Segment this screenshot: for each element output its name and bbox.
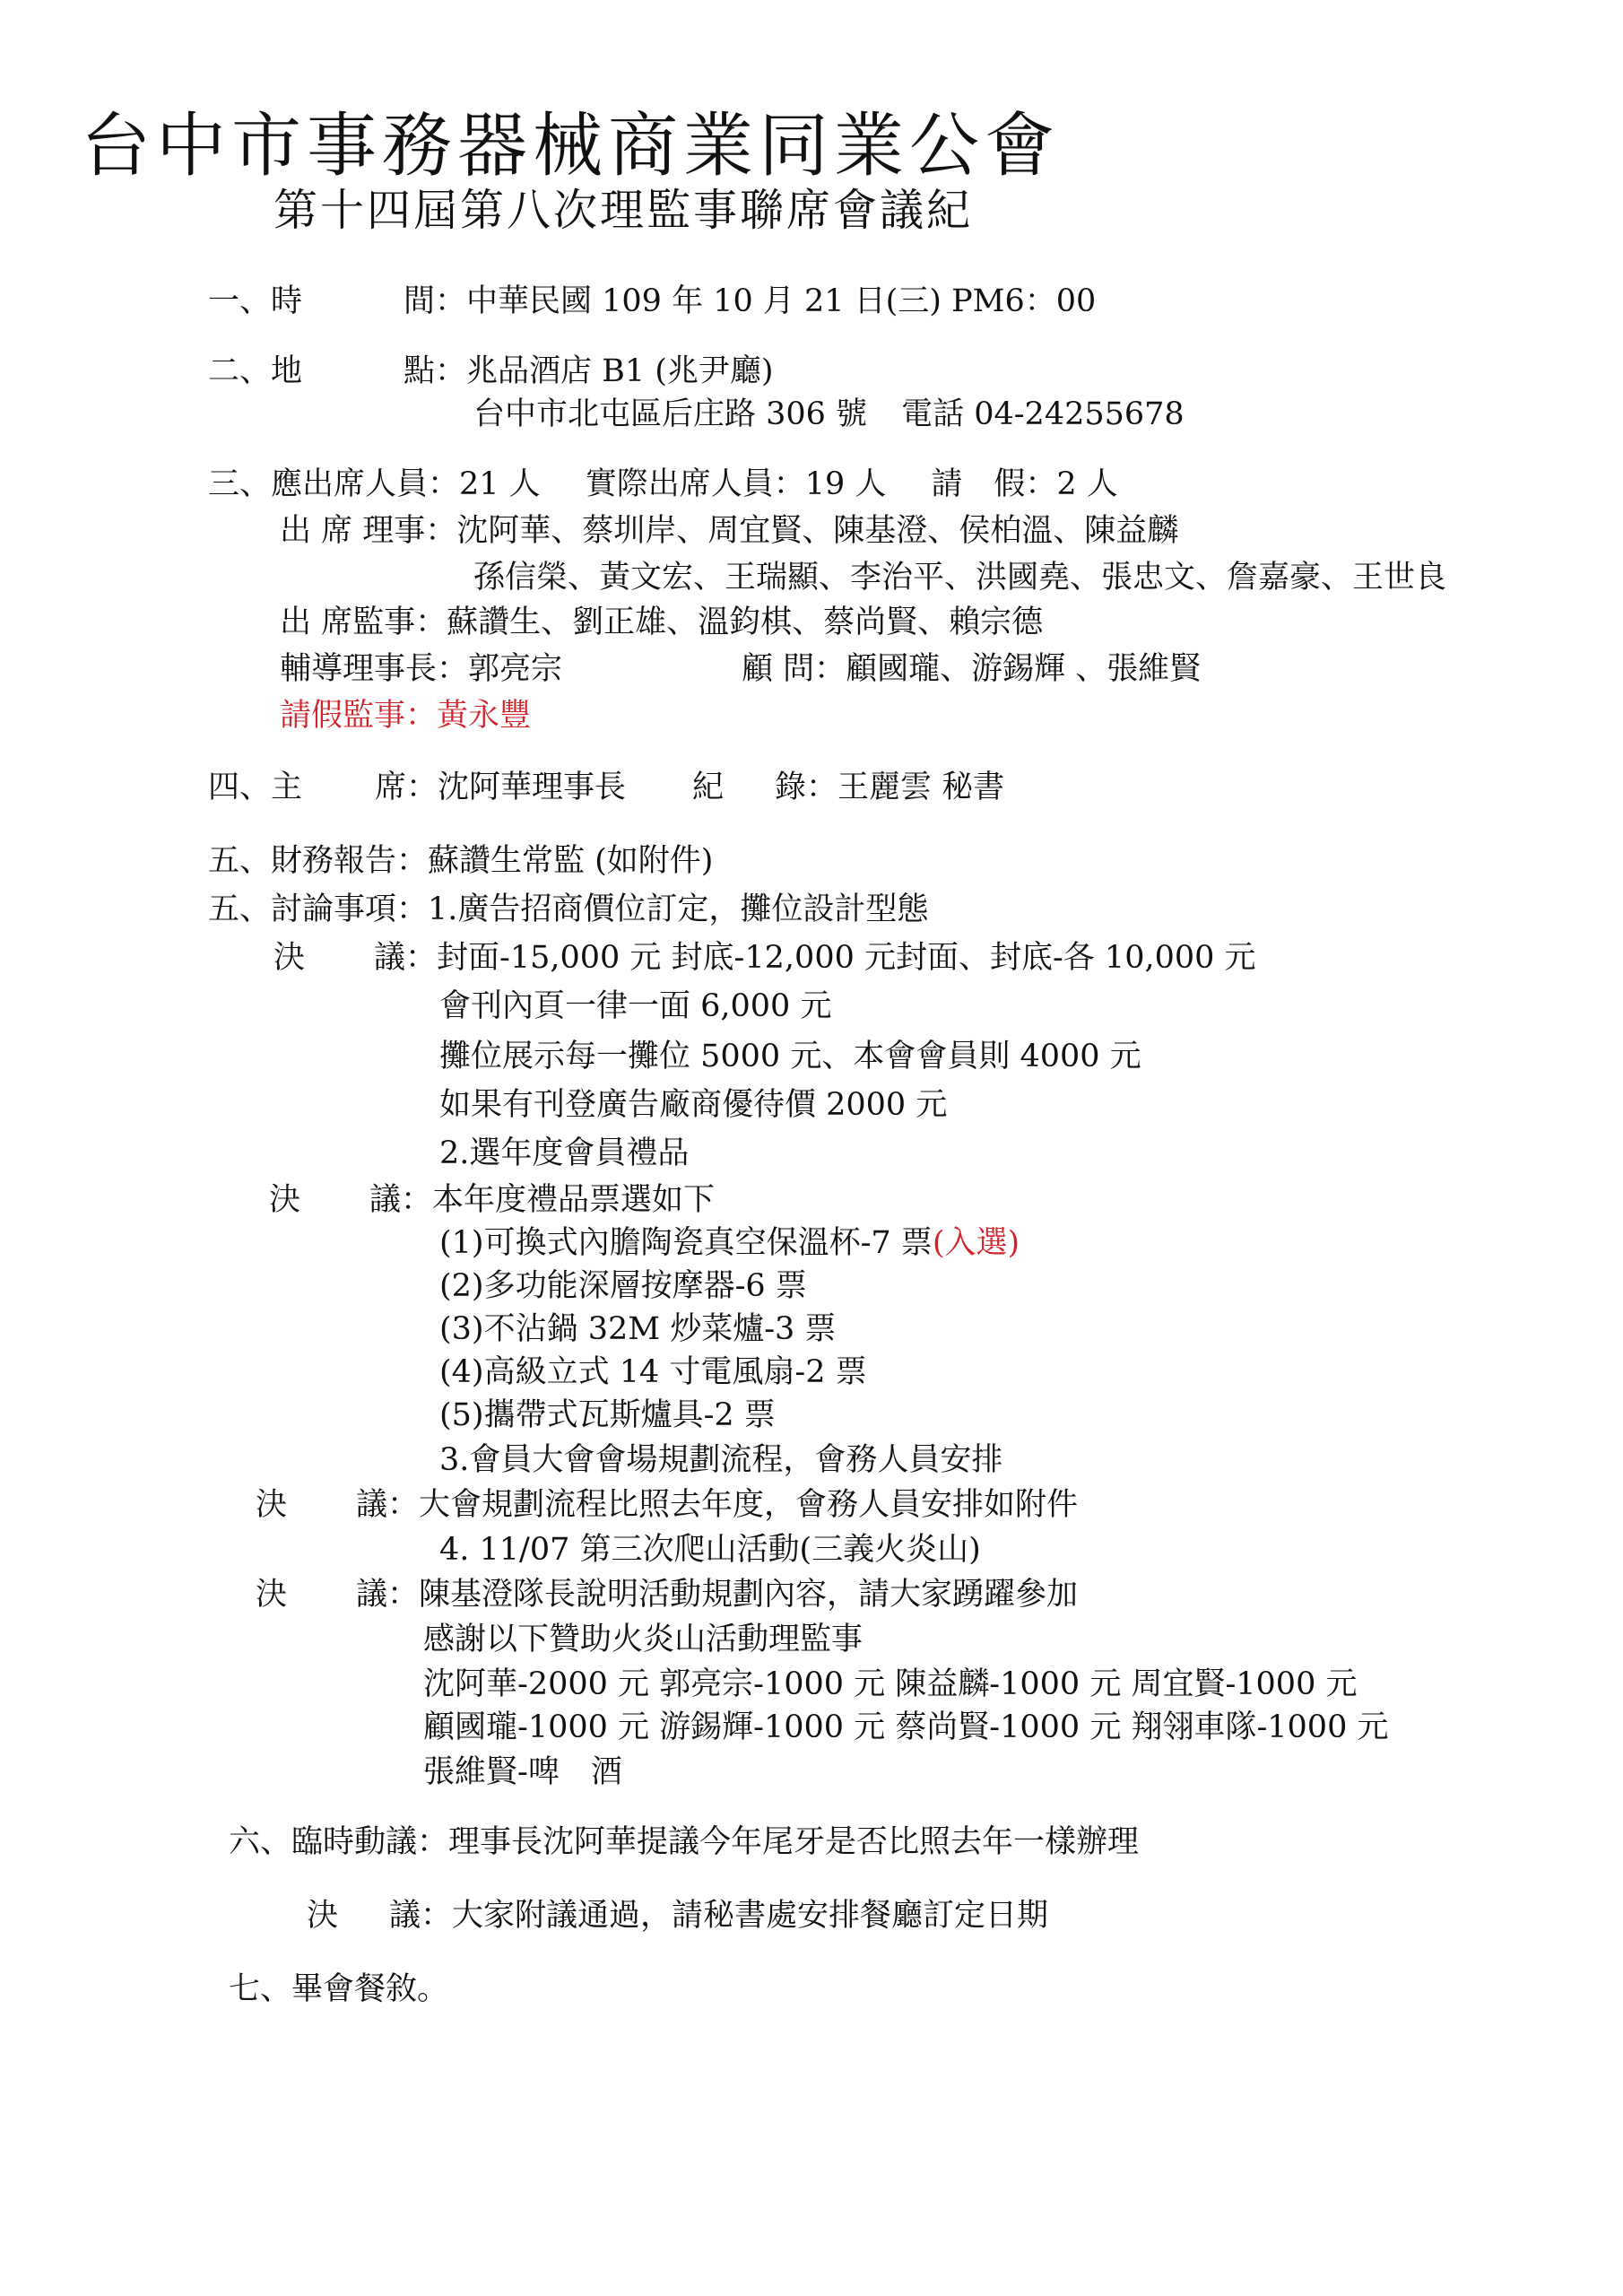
discussion-item2: 2.選年度會員禮品 xyxy=(439,1135,690,1171)
time-value: 中華民國 109 年 10 月 21 日(三) PM6：00 xyxy=(466,283,1097,319)
gift-item-4: (4)高級立式 14 寸電風扇-2 票 xyxy=(439,1354,867,1390)
resolution2-row xyxy=(269,1180,715,1220)
resolution1-label-b: 議： xyxy=(374,940,438,976)
discussion-item4: 4. 11/07 第三次爬山活動(三義火炎山) xyxy=(439,1532,981,1568)
sponsor-line-2: 顧國瓏-1000 元 游錫輝-1000 元 蔡尚賢-1000 元 翔翎車隊-1000 元 xyxy=(423,1709,1389,1745)
attendance-leave: 2 人 xyxy=(1056,466,1118,502)
attendance-row xyxy=(208,465,1118,504)
resolution3-label-a: 決 xyxy=(256,1487,288,1523)
directors-row xyxy=(280,511,1178,551)
resolution3-text: 大會規劃流程比照去年度，會務人員安排如附件 xyxy=(419,1487,1079,1523)
gift-item-5: (5)攜帶式瓦斯爐具-2 票 xyxy=(439,1397,776,1433)
place-row xyxy=(208,352,774,391)
sponsor-line-3: 張維賢-啤 酒 xyxy=(423,1754,622,1790)
time-label-a: 一、時 xyxy=(208,283,303,319)
advisor-label: 顧 問： xyxy=(742,651,846,687)
attendance-actual: 19 人 xyxy=(804,466,887,502)
attendance-actual-label: 實際出席人員： xyxy=(585,466,805,502)
motion-resolution: 大家附議通過，請秘書處安排餐廳訂定日期 xyxy=(452,1898,1049,1934)
resolution1-line1: 封面-15,000 元 封底-12,000 元封面、封底-各 10,000 元 xyxy=(437,940,1256,976)
motion-resolution-label-b: 議： xyxy=(389,1898,453,1934)
closing-line: 七、畢會餐敘。 xyxy=(229,1971,449,2007)
resolution2-intro: 本年度禮品票選如下 xyxy=(432,1182,716,1218)
motion-value: 理事長沈阿華提議今年尾牙是否比照去年一樣辦理 xyxy=(448,1824,1140,1860)
resolution1-line2: 會刊內頁一律一面 6,000 元 xyxy=(439,988,832,1024)
supervisors-list: 蘇讚生、劉正雄、溫鈞棋、蔡尚賢、賴宗德 xyxy=(447,604,1044,640)
counselor-row xyxy=(280,649,1201,689)
counselor-name: 郭亮宗 xyxy=(468,651,563,687)
motion-resolution-row xyxy=(307,1896,1048,1935)
discussion-row xyxy=(208,890,928,929)
directors-line1: 沈阿華、蔡圳岸、周宜賢、陳基澄、侯柏溫、陳益麟 xyxy=(456,513,1179,549)
resolution4-label-b: 議： xyxy=(356,1577,420,1613)
supervisors-row xyxy=(280,603,1043,642)
resolution4-row xyxy=(256,1575,1078,1614)
recorder-label-b: 錄： xyxy=(775,770,838,805)
supervisors-label: 出 席監事： xyxy=(280,604,447,640)
motion-row xyxy=(229,1822,1139,1862)
resolution4-label-a: 決 xyxy=(256,1577,288,1613)
place-address-row xyxy=(473,395,1185,434)
discussion-label: 五、討論事項： xyxy=(208,891,429,927)
leave-supervisor: 請假監事：黃永豐 xyxy=(280,698,532,734)
counselor-label: 輔導理事長： xyxy=(280,651,469,687)
discussion-item1: 1.廣告招商價位訂定，攤位設計型態 xyxy=(428,891,929,927)
resolution1-label-a: 決 xyxy=(273,940,306,976)
resolution3-row xyxy=(256,1485,1078,1525)
resolution4-line1: 陳基澄隊長說明活動規劃內容，請大家踴躍參加 xyxy=(419,1577,1079,1613)
time-row xyxy=(208,282,1096,321)
gift1-selected-mark: (入選) xyxy=(932,1225,1020,1261)
gift-item-3: (3)不沾鍋 32M 炒菜爐-3 票 xyxy=(439,1311,837,1347)
sponsor-line-1: 沈阿華-2000 元 郭亮宗-1000 元 陳益麟-1000 元 周宜賢-1000 元 xyxy=(423,1666,1358,1702)
finance-row xyxy=(208,841,713,881)
resolution2-label-a: 決 xyxy=(269,1182,301,1218)
attendance-leave-label: 請 假： xyxy=(931,466,1057,502)
recorder-label-a: 紀 xyxy=(692,770,725,805)
resolution1-line4: 如果有刊登廣告廠商優待價 2000 元 xyxy=(439,1087,948,1123)
finance-label: 五、財務報告： xyxy=(208,843,429,879)
resolution4-line2: 感謝以下贊助火炎山活動理監事 xyxy=(423,1622,864,1657)
chair-label-b: 席： xyxy=(375,770,438,805)
place-address: 台中市北屯區后庄路 306 號 xyxy=(473,396,868,432)
org-title: 台中市事務器械商業同業公會 xyxy=(81,106,1061,187)
attendance-label: 三、應出席人員： xyxy=(208,466,460,502)
directors-line2: 孫信榮、黃文宏、王瑞顯、李治平、洪國堯、張忠文、詹嘉豪、王世良 xyxy=(473,560,1447,596)
resolution2-label-b: 議： xyxy=(369,1182,433,1218)
chair-value: 沈阿華理事長 xyxy=(438,770,627,805)
place-label-a: 二、地 xyxy=(208,353,303,389)
time-label-b: 間： xyxy=(404,283,467,319)
discussion-item3: 3.會員大會會場規劃流程，會務人員安排 xyxy=(439,1442,1003,1478)
place-value: 兆品酒店 B1 (兆尹廳) xyxy=(466,353,774,389)
advisor-list: 顧國瓏、游錫輝 、張維賢 xyxy=(846,651,1202,687)
gift-item-1 xyxy=(439,1223,1020,1263)
attendance-expected: 21 人 xyxy=(459,466,541,502)
meeting-title: 第十四屆第八次理監事聯席會議紀 xyxy=(273,185,974,236)
chair-row xyxy=(208,768,1004,807)
finance-value: 蘇讚生常監 (如附件) xyxy=(428,843,714,879)
chair-label-a: 四、主 xyxy=(208,770,303,805)
place-phone: 電話 04-24255678 xyxy=(901,396,1185,432)
resolution1-line3: 攤位展示每一攤位 5000 元、本會會員則 4000 元 xyxy=(439,1039,1141,1074)
resolution3-label-b: 議： xyxy=(356,1487,420,1523)
motion-label: 六、臨時動議： xyxy=(229,1824,449,1860)
gift1-text: (1)可換式內膽陶瓷真空保溫杯-7 票 xyxy=(439,1225,933,1261)
place-label-b: 點： xyxy=(404,353,467,389)
resolution1-row xyxy=(273,938,1256,978)
motion-resolution-label-a: 決 xyxy=(307,1898,339,1934)
directors-label: 出 席 理事： xyxy=(280,513,457,549)
gift-item-2: (2)多功能深層按摩器-6 票 xyxy=(439,1268,807,1304)
recorder-value: 王麗雲 秘書 xyxy=(838,770,1005,805)
